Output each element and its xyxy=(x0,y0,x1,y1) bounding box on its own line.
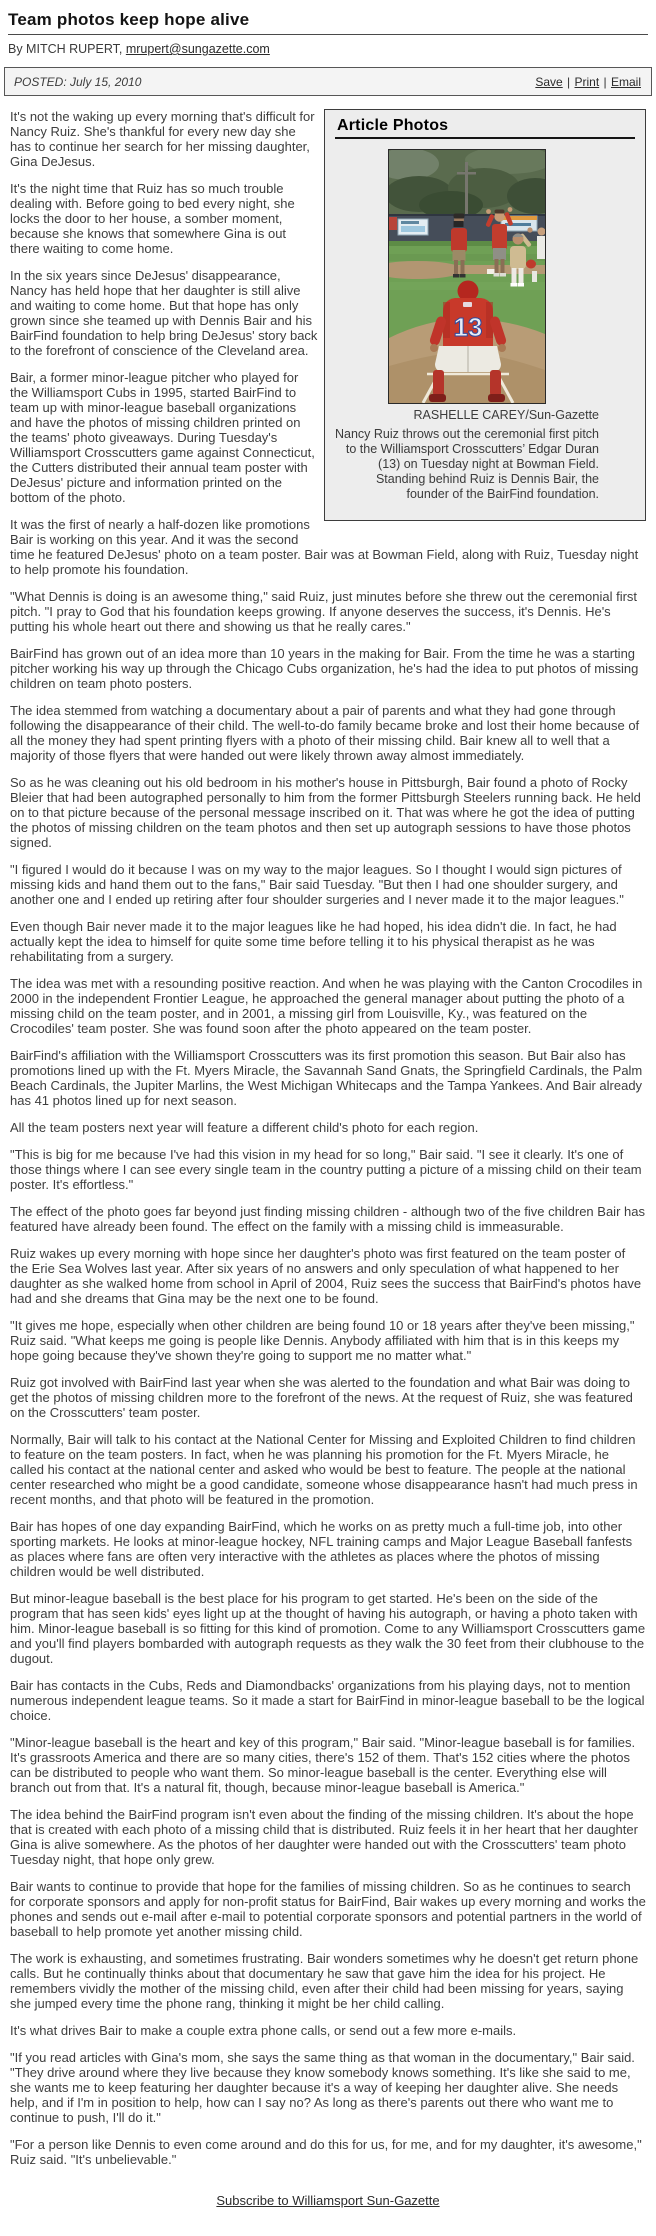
article-paragraph: It was the first of nearly a half-dozen like promotions Bair is working on this year. And it was the second time he featured DeJesus' photo on a team poster. Bair was at Bowman Field, along with Ruiz, Tuesday night to help promote his foundation. xyxy=(10,517,639,577)
article-paragraph: The idea was met with a resounding positive reaction. And when he was playing with the Canton Crocodiles in 2000 in the independent Frontier League, he approached the general manager about putting the photo of a missing child on the team poster, and in 2001, a missing girl from Louisville, Ky., was featured on the Crocodiles' team poster. She was found soon after the photo appeared on the team poster. xyxy=(10,976,643,1036)
article-paragraph: In the six years since DeJesus' disappearance, Nancy has held hope that her daughter is still alive and waiting to come home. But that hope has only grown since she teamed up with Dennis Bair and his BairFind foundation to help bring DeJesus' story back to the forefront of conscience of the Cleveland area. xyxy=(10,268,318,358)
article-paragraph: Bair, a former minor-league pitcher who played for the Williamsport Cubs in 1995, started BairFind to team up with minor-league baseball organizations and have the photos of missing children printed on the teams' photo giveaways. During Tuesday's Williamsport Crosscutters game against Connecticut, the Cutters distributed their annual team poster with DeJesus' picture and information printed on the bottom of the photo. xyxy=(10,370,315,505)
article-paragraph: The idea behind the BairFind program isn't even about the finding of the missing children. It's about the hope that is created with each photo of a missing child that is distributed. Ruiz feels it in her heart that her daughter Gina is alive somewhere. As the photos of her daughter were handed out with the Crosscutters' team photo Tuesday night, that hope only grew. xyxy=(10,1807,638,1867)
article-paragraph: The effect of the photo goes far beyond just finding missing children - although two of the five children Bair has featured have already been found. The effect on the family with a missing child is immeasurable. xyxy=(10,1204,645,1234)
article-paragraph: Normally, Bair will talk to his contact at the National Center for Missing and Exploited Children to find children to feature on the team posters. In fact, when he was planning his promotion for the Ft. Myers Miracle, he called his contact at the national center and asked who would be best to feature. The people at the national center researched who might be a good candidate, someone whose disappearance hasn't had much press in recent months, and that photo will be featured in the promotion. xyxy=(10,1432,638,1507)
article-paragraph: Ruiz wakes up every morning with hope since her daughter's photo was first featured on the team poster of the Erie Sea Wolves last year. After six years of no answers and only speculation of what happened to her daughter as she walked home from school in April of 2004, Ruiz sees the success that BairFind's photos have had and she dreams that Gina may be the next one to be found. xyxy=(10,1246,642,1306)
post-actions: Save | Print | Email xyxy=(535,74,641,89)
photo-media-wrap xyxy=(335,149,635,502)
utility-pole xyxy=(465,162,468,215)
article-paragraph: It's the night time that Ruiz has so much trouble dealing with. Before going to bed every night, she locks the door to her house, a somber moment, because she knows that somewhere Gina is out there waiting to come home. xyxy=(10,181,295,256)
article-paragraph: "This is big for me because I've had this vision in my head for so long," Bair said. "I see it clearly. It's one of those things where I can see every single team in the country putting a picture of a missing child on their team poster. It's effortless." xyxy=(10,1147,642,1192)
article-paragraph: Bair wants to continue to provide that hope for the families of missing children. So as he continues to search for corporate sponsors and apply for non-profit status for BairFind, Bair wakes up every morning and works the phones and sends out e-mail after e-mail to potential corporate sponsors and potential partners in the world of baseball to help promote yet another missing child. xyxy=(10,1879,646,1939)
article-paragraph: It's not the waking up every morning that's difficult for Nancy Ruiz. She's thankful for every new day she has to continue her search for her missing daughter, Gina DeJesus. xyxy=(10,109,315,169)
article-paragraph: Bair has hopes of one day expanding BairFind, which he works on as pretty much a full-time job, into other sporting markets. He looks at minor-league hockey, NFL training camps and Major League Baseball fanfests as places where fans are often very interactive with the athletes as places where the photos of missing children would be well distributed. xyxy=(10,1519,633,1579)
byline-email-link[interactable]: mrupert@sungazette.com xyxy=(125,42,270,56)
article-paragraph: Ruiz got involved with BairFind last year when she was alerted to the foundation and what Bair was doing to get the photos of missing children more to the forefront of the news. At the request of Ruiz, she was featured on the Crosscutters' team poster. xyxy=(10,1375,633,1420)
email-link[interactable]: Email xyxy=(610,74,641,89)
article-photo[interactable] xyxy=(388,149,546,404)
photo-box-title: Article Photos xyxy=(335,116,635,139)
article-paragraph: Even though Bair never made it to the major leagues like he had hoped, his idea didn't die. In fact, he had actually kept the idea to himself for quite some time before telling it to his physical therapist as he was rehabilitating from a surgery. xyxy=(10,919,617,964)
article-paragraph: "What Dennis is doing is an awesome thing," said Ruiz, just minutes before she threw out the ceremonial first pitch. "I pray to God that his foundation keeps growing. If anyone deserves the success, it's Dennis. He's putting his whole heart out there and showing us that he really cares." xyxy=(10,589,638,634)
baseball-photo-illustration xyxy=(389,150,545,403)
byline xyxy=(8,42,648,56)
article-paragraph: But minor-league baseball is the best place for his program to get started. He's been on the side of the program that has seen kids' eyes light up at the thought of having his autograph, or having a photo taken with him. Minor-league baseball is so fitting for this kind of promotion. Come to any Williamsport Crosscutters game and you'll find players bombarded with autograph requests as they walk the 30 feet from their clubhouse to the dugout. xyxy=(10,1591,646,1666)
subscribe-link[interactable]: Subscribe to Williamsport Sun-Gazette xyxy=(216,2193,440,2208)
jersey-number: 13 xyxy=(453,312,483,342)
article-paragraph: The idea stemmed from watching a documentary about a pair of parents and what they had gone through following the disappearance of their child. The well-to-do family became broke and lost their home because of all the money they had spent printing flyers with a photo of their missing child. Bair knew all to well that a majority of those flyers that were handed out were likely thrown away almost immediately. xyxy=(10,703,640,763)
byline-author: By MITCH RUPERT, xyxy=(8,42,126,56)
article-paragraph: "If you read articles with Gina's mom, she says the same thing as that woman in the documentary," Bair said. "They drive around where they live because they know somebody knows something. It's like she said to me, she wants me to keep featuring her daughter because it's a way of keeping her daughter alive. She needs help, and if I'm in position to help, how can I say no? As long as there's parents out there who want me to continue to push, I'll do it." xyxy=(10,2050,635,2125)
article-paragraph: It's what drives Bair to make a couple extra phone calls, or send out a few more e-mails. xyxy=(10,2023,517,2038)
article-paragraph: "For a person like Dennis to even come around and do this for us, for me, and for my daughter, it's awesome," Ruiz said. "It's unbelievable." xyxy=(10,2137,642,2167)
article-paragraph: "Minor-league baseball is the heart and key of this program," Bair said. "Minor-league baseball is for families. It's grassroots America and there are so many cities, there's 152 of them. That's 152 cities where the photos can be distributed to people who want them. So minor-league baseball is the center. Everything else will branch out from that. It's a natural fit, though, because minor-league baseball is America." xyxy=(10,1735,636,1795)
posted-bar xyxy=(4,67,652,96)
article-paragraph: Bair has contacts in the Cubs, Reds and Diamondbacks' organizations from his playing days, not to mention numerous independent league teams. So it made a start for BairFind in minor-league baseball to be the logical choice. xyxy=(10,1678,645,1723)
print-link[interactable]: Print xyxy=(574,74,600,89)
posted-date: POSTED: July 15, 2010 xyxy=(14,74,142,89)
photo-caption: Nancy Ruiz throws out the ceremonial first pitch to the Williamsport Crosscutters’ Edgar Duran (13) on Tuesday night at Bowman Field. Standing behind Ruiz is Dennis Bair, the founder of the BairFind foundation. xyxy=(335,427,599,501)
article-paragraph: So as he was cleaning out his old bedroom in his mother's house in Pittsburgh, Bair found a photo of Rocky Bleier that had been autographed personally to him from the former Pittsburgh Steelers running back. He held on to that picture because of the personal message inscribed on it. That was where he got the idea of putting the photos of missing children on the team photos and then set up autograph sessions to have those photos signed. xyxy=(10,775,641,850)
photo-credit: RASHELLE CAREY/Sun-Gazette xyxy=(413,408,599,422)
article xyxy=(10,109,646,2167)
article-paragraph: "It gives me hope, especially when other children are being found 10 or 18 years after they've been missing," Ruiz said. "What keeps me going is people like Dennis. Anybody affiliated with him that is in this keeps my hope going because they've shown they're going to support me no matter what." xyxy=(10,1318,635,1363)
article-paragraph: "I figured I would do it because I was on my way to the major leagues. So I thought I would sign pictures of missing kids and hand them out to the fans," Bair said Tuesday. "But then I had one shoulder surgery, and another one and I ended up retiring after four shoulder surgeries and I never made it to the major leagues." xyxy=(10,862,624,907)
article-paragraph: All the team posters next year will feature a different child's photo for each region. xyxy=(10,1120,479,1135)
page-title: Team photos keep hope alive xyxy=(8,10,648,35)
save-link[interactable]: Save xyxy=(535,74,563,89)
article-photos-box xyxy=(324,109,646,521)
article-paragraph: BairFind has grown out of an idea more than 10 years in the making for Bair. From the time he was a starting pitcher working his way up through the Chicago Cubs organization, he's had the idea to put photos of missing children on team photo posters. xyxy=(10,646,639,691)
article-paragraph: BairFind's affiliation with the Williamsport Crosscutters was its first promotion this season. But Bair also has promotions lined up with the Ft. Myers Miracle, the Savannah Sand Gnats, the Springfield Cardinals, the Palm Beach Cardinals, the Jupiter Marlins, the West Michigan Whitecaps and the Tampa Yankees. And Bair already has 41 photos lined up for next season. xyxy=(10,1048,643,1108)
subscribe-row xyxy=(3,2193,653,2208)
article-paragraph: The work is exhausting, and sometimes frustrating. Bair wonders sometimes why he doesn't get return phone calls. But he continually thinks about that documentary he saw that gave him the idea for his project. He remembers vividly the mother of the missing child, even after their child had been missing for years, saying she jumped every time the phone rang, thinking it might be her child calling. xyxy=(10,1951,639,2011)
